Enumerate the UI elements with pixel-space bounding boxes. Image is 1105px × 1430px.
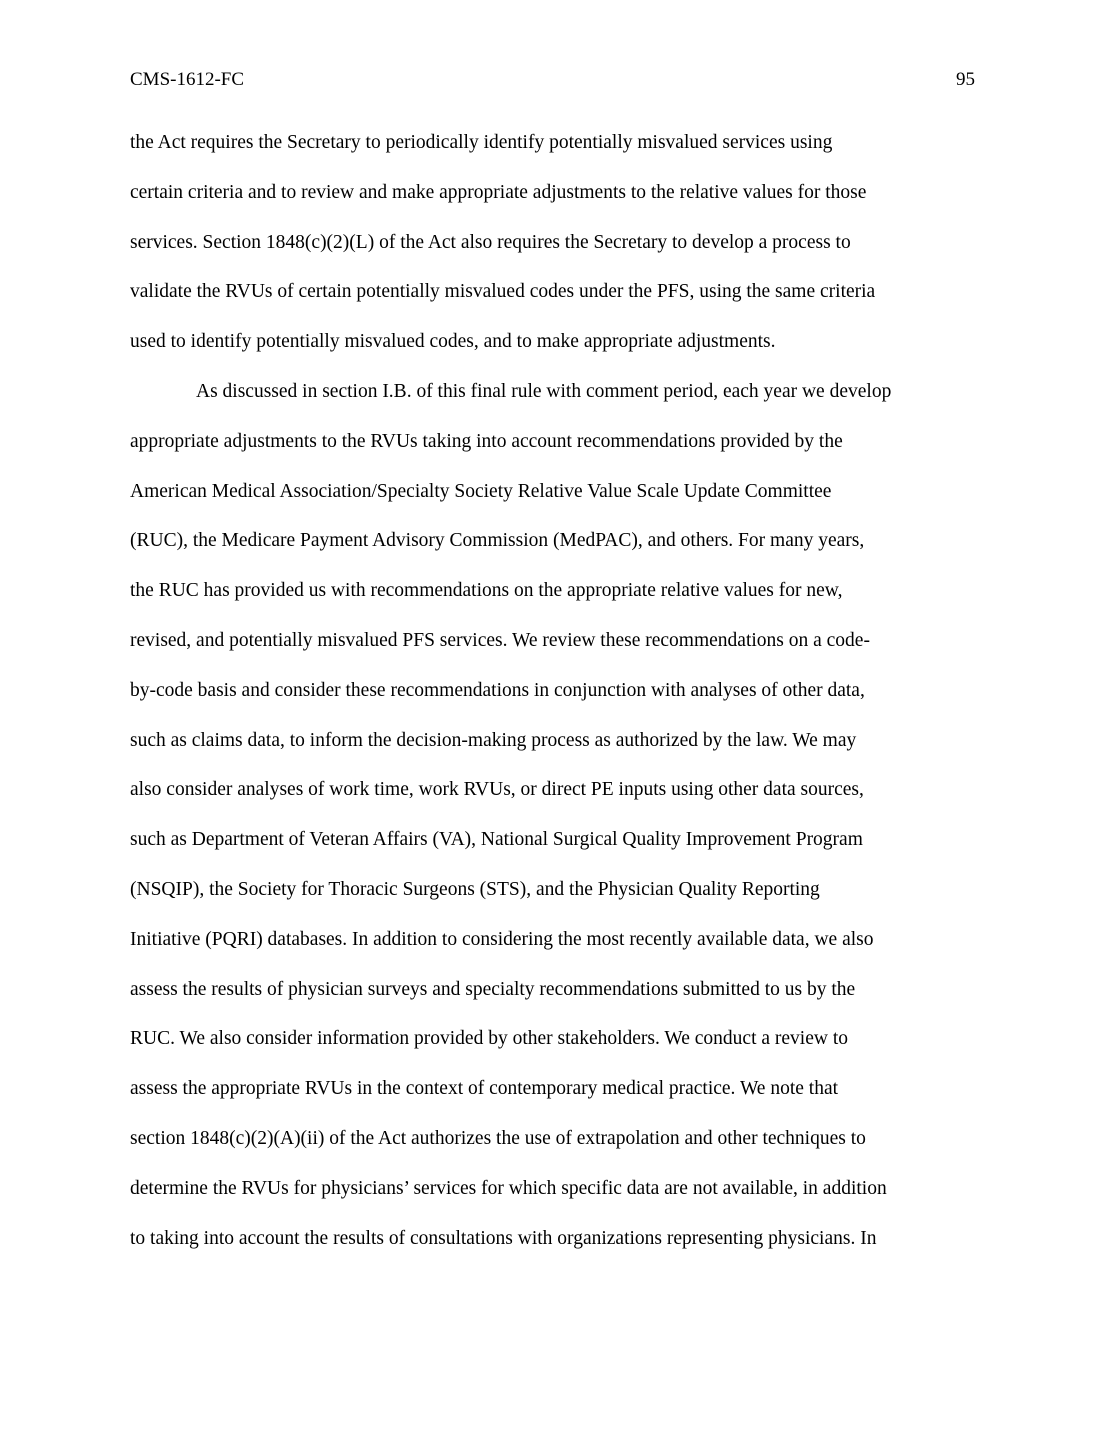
text-line: determine the RVUs for physicians’ services for which specific data are not available, in addition	[130, 1177, 887, 1199]
page-number: 95	[956, 69, 975, 90]
text-line: such as Department of Veteran Affairs (VA), National Surgical Quality Improvement Program	[130, 829, 863, 851]
paragraph-first-line: As discussed in section I.B. of this final rule with comment period, each year we develop	[196, 380, 892, 402]
text-line: (NSQIP), the Society for Thoracic Surgeons (STS), and the Physician Quality Reporting	[130, 878, 820, 900]
text-line: assess the appropriate RVUs in the context of contemporary medical practice. We note that	[130, 1078, 839, 1100]
text-line: Initiative (PQRI) databases. In addition to considering the most recently available data, we also	[130, 928, 874, 950]
body-text	[130, 118, 990, 1263]
text-line: assess the results of physician surveys and specialty recommendations submitted to us by the	[130, 978, 856, 1000]
text-line: RUC. We also consider information provided by other stakeholders. We conduct a review to	[130, 1028, 849, 1050]
text-line: (RUC), the Medicare Payment Advisory Commission (MedPAC), and others. For many years,	[130, 530, 865, 552]
text-line: also consider analyses of work time, work RVUs, or direct PE inputs using other data sources,	[130, 779, 864, 801]
text-line: certain criteria and to review and make appropriate adjustments to the relative values for those	[130, 181, 867, 203]
text-line: such as claims data, to inform the decision-making process as authorized by the law. We may	[130, 729, 857, 751]
text-line: to taking into account the results of consultations with organizations representing physicians. In	[130, 1227, 877, 1249]
text-line: the RUC has provided us with recommendations on the appropriate relative values for new,	[130, 580, 843, 602]
text-line: revised, and potentially misvalued PFS services. We review these recommendations on a code-	[130, 629, 870, 651]
text-line: appropriate adjustments to the RVUs taking into account recommendations provided by the	[130, 430, 843, 452]
text-line: the Act requires the Secretary to periodically identify potentially misvalued services using	[130, 132, 833, 153]
text-line: section 1848(c)(2)(A)(ii) of the Act authorizes the use of extrapolation and other techniques to	[130, 1127, 866, 1149]
text-line: by-code basis and consider these recommendations in conjunction with analyses of other data,	[130, 679, 865, 701]
text-line: services. Section 1848(c)(2)(L) of the Act also requires the Secretary to develop a process to	[130, 231, 851, 253]
document-id: CMS-1612-FC	[130, 69, 245, 90]
page-header	[130, 68, 975, 92]
text-line: used to identify potentially misvalued codes, and to make appropriate adjustments.	[130, 331, 776, 353]
text-line: validate the RVUs of certain potentially misvalued codes under the PFS, using the same criteria	[130, 281, 876, 303]
text-line: American Medical Association/Specialty Society Relative Value Scale Update Committee	[130, 480, 832, 502]
